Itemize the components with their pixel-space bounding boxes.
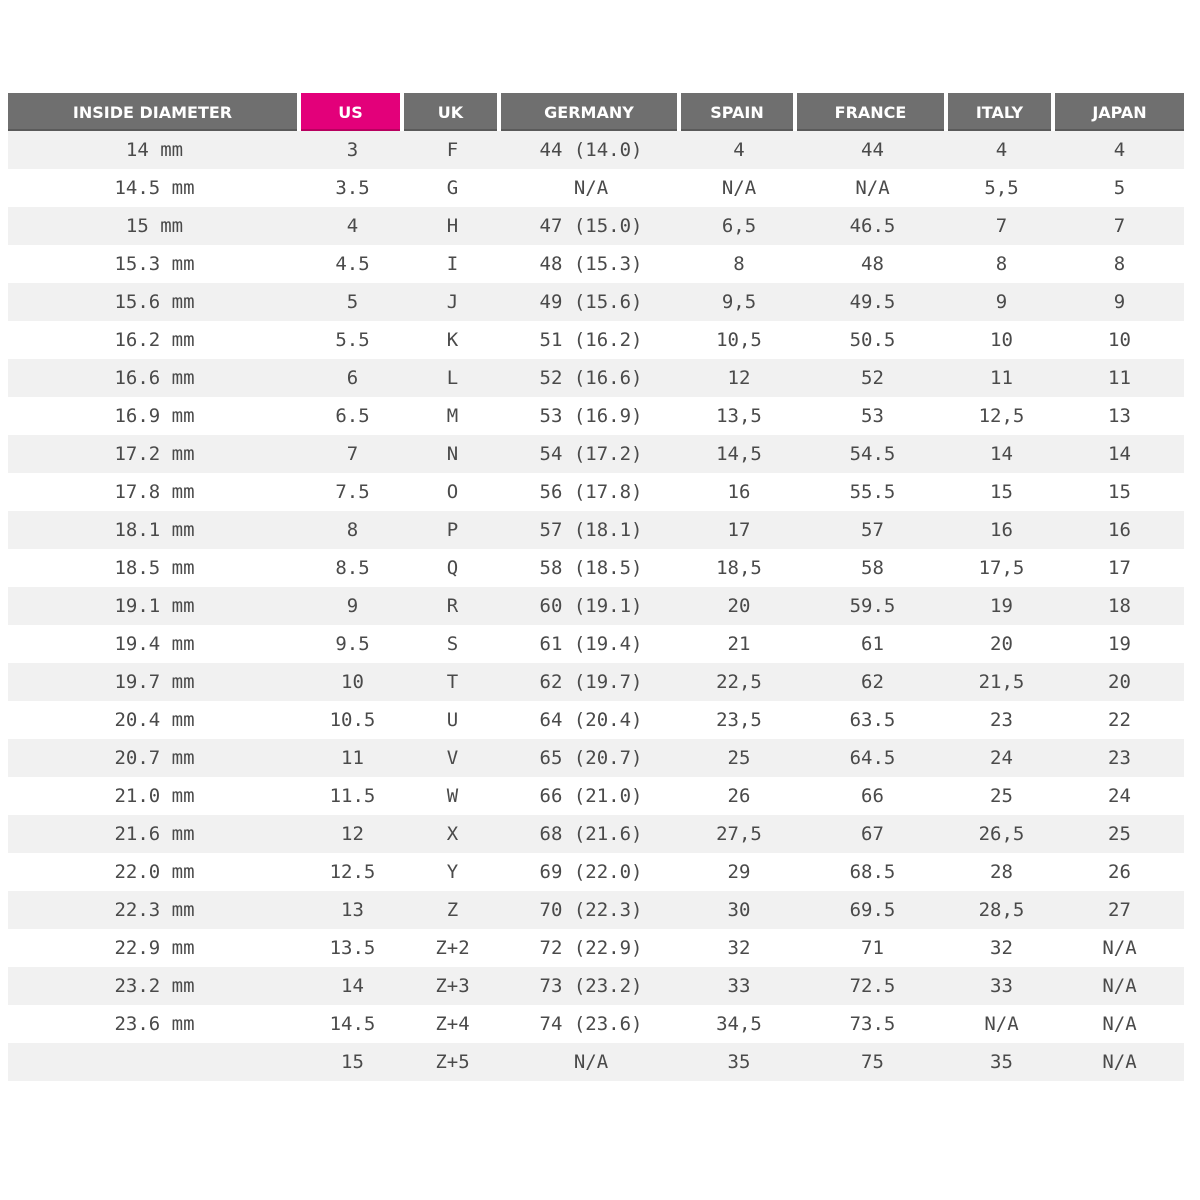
cell-france: 73.5 xyxy=(797,1005,948,1043)
header-spain: SPAIN xyxy=(681,93,797,131)
table-row xyxy=(8,473,1184,511)
cell-inside-diameter xyxy=(8,1043,301,1081)
table-row xyxy=(8,511,1184,549)
cell-italy: 7 xyxy=(948,207,1055,245)
cell-us: 13 xyxy=(301,891,404,929)
cell-japan: 20 xyxy=(1055,663,1184,701)
cell-france: 50.5 xyxy=(797,321,948,359)
table-row xyxy=(8,587,1184,625)
cell-italy: 19 xyxy=(948,587,1055,625)
cell-france: 62 xyxy=(797,663,948,701)
ring-size-table xyxy=(8,93,1184,1081)
cell-japan: N/A xyxy=(1055,1005,1184,1043)
cell-france: 48 xyxy=(797,245,948,283)
cell-italy: 15 xyxy=(948,473,1055,511)
cell-japan: 14 xyxy=(1055,435,1184,473)
cell-uk: Z+2 xyxy=(404,929,501,967)
cell-uk: M xyxy=(404,397,501,435)
cell-inside-diameter: 19.4 mm xyxy=(8,625,301,663)
cell-uk: Z+5 xyxy=(404,1043,501,1081)
cell-france: 64.5 xyxy=(797,739,948,777)
header-inside-diameter: INSIDE DIAMETER xyxy=(8,93,301,131)
cell-japan: 17 xyxy=(1055,549,1184,587)
cell-us: 8 xyxy=(301,511,404,549)
cell-japan: 19 xyxy=(1055,625,1184,663)
cell-france: 67 xyxy=(797,815,948,853)
cell-france: 46.5 xyxy=(797,207,948,245)
cell-us: 15 xyxy=(301,1043,404,1081)
cell-germany: 57 (18.1) xyxy=(501,511,681,549)
cell-spain: 29 xyxy=(681,853,797,891)
cell-italy: 11 xyxy=(948,359,1055,397)
cell-japan: N/A xyxy=(1055,967,1184,1005)
table-row xyxy=(8,549,1184,587)
cell-italy: 10 xyxy=(948,321,1055,359)
cell-japan: 23 xyxy=(1055,739,1184,777)
cell-us: 14 xyxy=(301,967,404,1005)
cell-spain: 27,5 xyxy=(681,815,797,853)
cell-uk: G xyxy=(404,169,501,207)
cell-germany: 54 (17.2) xyxy=(501,435,681,473)
cell-spain: 12 xyxy=(681,359,797,397)
cell-spain: 6,5 xyxy=(681,207,797,245)
cell-uk: I xyxy=(404,245,501,283)
cell-italy: 4 xyxy=(948,131,1055,169)
cell-us: 5.5 xyxy=(301,321,404,359)
cell-spain: 33 xyxy=(681,967,797,1005)
cell-us: 9.5 xyxy=(301,625,404,663)
cell-inside-diameter: 18.1 mm xyxy=(8,511,301,549)
table-row xyxy=(8,1043,1184,1081)
cell-japan: 24 xyxy=(1055,777,1184,815)
cell-uk: U xyxy=(404,701,501,739)
cell-spain: 34,5 xyxy=(681,1005,797,1043)
table-row xyxy=(8,207,1184,245)
table-row xyxy=(8,131,1184,169)
cell-italy: 25 xyxy=(948,777,1055,815)
cell-italy: 8 xyxy=(948,245,1055,283)
cell-germany: 68 (21.6) xyxy=(501,815,681,853)
table-row xyxy=(8,359,1184,397)
cell-france: 58 xyxy=(797,549,948,587)
cell-italy: 33 xyxy=(948,967,1055,1005)
table-row xyxy=(8,1005,1184,1043)
table-row xyxy=(8,245,1184,283)
table-row xyxy=(8,283,1184,321)
cell-france: 57 xyxy=(797,511,948,549)
cell-uk: F xyxy=(404,131,501,169)
cell-spain: 23,5 xyxy=(681,701,797,739)
cell-inside-diameter: 19.7 mm xyxy=(8,663,301,701)
cell-spain: 30 xyxy=(681,891,797,929)
cell-inside-diameter: 17.8 mm xyxy=(8,473,301,511)
cell-japan: 11 xyxy=(1055,359,1184,397)
cell-uk: H xyxy=(404,207,501,245)
cell-japan: 4 xyxy=(1055,131,1184,169)
cell-uk: X xyxy=(404,815,501,853)
cell-italy: 12,5 xyxy=(948,397,1055,435)
cell-italy: 14 xyxy=(948,435,1055,473)
cell-inside-diameter: 17.2 mm xyxy=(8,435,301,473)
cell-germany: 65 (20.7) xyxy=(501,739,681,777)
header-uk: UK xyxy=(404,93,501,131)
cell-spain: 8 xyxy=(681,245,797,283)
header-us: US xyxy=(301,93,404,131)
cell-germany: 47 (15.0) xyxy=(501,207,681,245)
table-row xyxy=(8,929,1184,967)
cell-japan: 26 xyxy=(1055,853,1184,891)
cell-uk: P xyxy=(404,511,501,549)
cell-france: 71 xyxy=(797,929,948,967)
cell-germany: 69 (22.0) xyxy=(501,853,681,891)
cell-germany: N/A xyxy=(501,1043,681,1081)
cell-us: 3 xyxy=(301,131,404,169)
cell-us: 4 xyxy=(301,207,404,245)
cell-germany: 72 (22.9) xyxy=(501,929,681,967)
cell-japan: 27 xyxy=(1055,891,1184,929)
cell-spain: 35 xyxy=(681,1043,797,1081)
cell-italy: 28 xyxy=(948,853,1055,891)
cell-uk: Z xyxy=(404,891,501,929)
cell-italy: 20 xyxy=(948,625,1055,663)
cell-uk: V xyxy=(404,739,501,777)
cell-uk: K xyxy=(404,321,501,359)
table-row xyxy=(8,739,1184,777)
cell-germany: 51 (16.2) xyxy=(501,321,681,359)
cell-germany: 62 (19.7) xyxy=(501,663,681,701)
cell-uk: T xyxy=(404,663,501,701)
cell-germany: 64 (20.4) xyxy=(501,701,681,739)
cell-italy: 23 xyxy=(948,701,1055,739)
cell-japan: 22 xyxy=(1055,701,1184,739)
cell-spain: 4 xyxy=(681,131,797,169)
cell-us: 13.5 xyxy=(301,929,404,967)
cell-inside-diameter: 23.2 mm xyxy=(8,967,301,1005)
table-body xyxy=(8,131,1184,1081)
cell-uk: S xyxy=(404,625,501,663)
cell-germany: 53 (16.9) xyxy=(501,397,681,435)
cell-uk: Z+3 xyxy=(404,967,501,1005)
cell-germany: 73 (23.2) xyxy=(501,967,681,1005)
cell-france: 72.5 xyxy=(797,967,948,1005)
cell-us: 10.5 xyxy=(301,701,404,739)
cell-us: 12 xyxy=(301,815,404,853)
cell-japan: 25 xyxy=(1055,815,1184,853)
cell-germany: 58 (18.5) xyxy=(501,549,681,587)
cell-uk: W xyxy=(404,777,501,815)
table-row xyxy=(8,891,1184,929)
cell-france: 54.5 xyxy=(797,435,948,473)
cell-uk: Y xyxy=(404,853,501,891)
cell-france: 66 xyxy=(797,777,948,815)
cell-germany: N/A xyxy=(501,169,681,207)
cell-japan: N/A xyxy=(1055,929,1184,967)
cell-spain: 26 xyxy=(681,777,797,815)
cell-italy: 9 xyxy=(948,283,1055,321)
cell-us: 3.5 xyxy=(301,169,404,207)
cell-us: 11 xyxy=(301,739,404,777)
cell-italy: 16 xyxy=(948,511,1055,549)
cell-us: 5 xyxy=(301,283,404,321)
table-row xyxy=(8,815,1184,853)
cell-italy: 32 xyxy=(948,929,1055,967)
header-france: FRANCE xyxy=(797,93,948,131)
cell-italy: 35 xyxy=(948,1043,1055,1081)
cell-us: 7.5 xyxy=(301,473,404,511)
cell-us: 8.5 xyxy=(301,549,404,587)
cell-france: 44 xyxy=(797,131,948,169)
cell-germany: 48 (15.3) xyxy=(501,245,681,283)
header-row xyxy=(8,93,1184,131)
cell-japan: 5 xyxy=(1055,169,1184,207)
cell-spain: 21 xyxy=(681,625,797,663)
cell-spain: 32 xyxy=(681,929,797,967)
cell-germany: 61 (19.4) xyxy=(501,625,681,663)
cell-spain: N/A xyxy=(681,169,797,207)
cell-uk: L xyxy=(404,359,501,397)
cell-inside-diameter: 23.6 mm xyxy=(8,1005,301,1043)
cell-spain: 14,5 xyxy=(681,435,797,473)
table-row xyxy=(8,625,1184,663)
cell-uk: Q xyxy=(404,549,501,587)
cell-japan: 15 xyxy=(1055,473,1184,511)
cell-france: 52 xyxy=(797,359,948,397)
cell-inside-diameter: 22.3 mm xyxy=(8,891,301,929)
cell-italy: N/A xyxy=(948,1005,1055,1043)
cell-france: N/A xyxy=(797,169,948,207)
cell-inside-diameter: 19.1 mm xyxy=(8,587,301,625)
cell-inside-diameter: 16.2 mm xyxy=(8,321,301,359)
cell-spain: 17 xyxy=(681,511,797,549)
cell-spain: 9,5 xyxy=(681,283,797,321)
cell-spain: 10,5 xyxy=(681,321,797,359)
cell-italy: 5,5 xyxy=(948,169,1055,207)
cell-france: 61 xyxy=(797,625,948,663)
cell-inside-diameter: 15.3 mm xyxy=(8,245,301,283)
cell-us: 4.5 xyxy=(301,245,404,283)
cell-inside-diameter: 21.6 mm xyxy=(8,815,301,853)
cell-germany: 66 (21.0) xyxy=(501,777,681,815)
cell-france: 59.5 xyxy=(797,587,948,625)
cell-inside-diameter: 22.0 mm xyxy=(8,853,301,891)
cell-italy: 17,5 xyxy=(948,549,1055,587)
cell-france: 69.5 xyxy=(797,891,948,929)
cell-italy: 21,5 xyxy=(948,663,1055,701)
cell-japan: 10 xyxy=(1055,321,1184,359)
table-row xyxy=(8,777,1184,815)
cell-france: 68.5 xyxy=(797,853,948,891)
cell-japan: 7 xyxy=(1055,207,1184,245)
table-row xyxy=(8,435,1184,473)
header-italy: ITALY xyxy=(948,93,1055,131)
table-row xyxy=(8,663,1184,701)
cell-germany: 52 (16.6) xyxy=(501,359,681,397)
cell-japan: 16 xyxy=(1055,511,1184,549)
cell-japan: 13 xyxy=(1055,397,1184,435)
cell-germany: 56 (17.8) xyxy=(501,473,681,511)
cell-spain: 18,5 xyxy=(681,549,797,587)
cell-inside-diameter: 15.6 mm xyxy=(8,283,301,321)
table-header xyxy=(8,93,1184,131)
cell-inside-diameter: 16.6 mm xyxy=(8,359,301,397)
cell-inside-diameter: 20.4 mm xyxy=(8,701,301,739)
cell-germany: 44 (14.0) xyxy=(501,131,681,169)
cell-us: 11.5 xyxy=(301,777,404,815)
table-row xyxy=(8,701,1184,739)
cell-france: 63.5 xyxy=(797,701,948,739)
header-germany: GERMANY xyxy=(501,93,681,131)
cell-italy: 28,5 xyxy=(948,891,1055,929)
table-row xyxy=(8,397,1184,435)
cell-us: 10 xyxy=(301,663,404,701)
cell-uk: O xyxy=(404,473,501,511)
table-row xyxy=(8,169,1184,207)
cell-spain: 16 xyxy=(681,473,797,511)
table-row xyxy=(8,967,1184,1005)
cell-france: 49.5 xyxy=(797,283,948,321)
cell-inside-diameter: 21.0 mm xyxy=(8,777,301,815)
cell-inside-diameter: 18.5 mm xyxy=(8,549,301,587)
cell-japan: 8 xyxy=(1055,245,1184,283)
cell-inside-diameter: 15 mm xyxy=(8,207,301,245)
cell-japan: N/A xyxy=(1055,1043,1184,1081)
cell-italy: 24 xyxy=(948,739,1055,777)
cell-inside-diameter: 16.9 mm xyxy=(8,397,301,435)
table-row xyxy=(8,321,1184,359)
cell-spain: 13,5 xyxy=(681,397,797,435)
cell-inside-diameter: 22.9 mm xyxy=(8,929,301,967)
cell-us: 7 xyxy=(301,435,404,473)
cell-uk: R xyxy=(404,587,501,625)
cell-us: 6.5 xyxy=(301,397,404,435)
cell-germany: 49 (15.6) xyxy=(501,283,681,321)
cell-us: 12.5 xyxy=(301,853,404,891)
table-row xyxy=(8,853,1184,891)
cell-spain: 20 xyxy=(681,587,797,625)
cell-uk: J xyxy=(404,283,501,321)
cell-germany: 74 (23.6) xyxy=(501,1005,681,1043)
cell-germany: 60 (19.1) xyxy=(501,587,681,625)
cell-us: 6 xyxy=(301,359,404,397)
cell-france: 53 xyxy=(797,397,948,435)
cell-italy: 26,5 xyxy=(948,815,1055,853)
cell-inside-diameter: 14.5 mm xyxy=(8,169,301,207)
cell-uk: N xyxy=(404,435,501,473)
cell-germany: 70 (22.3) xyxy=(501,891,681,929)
header-japan: JAPAN xyxy=(1055,93,1184,131)
cell-france: 55.5 xyxy=(797,473,948,511)
cell-japan: 18 xyxy=(1055,587,1184,625)
cell-spain: 25 xyxy=(681,739,797,777)
cell-france: 75 xyxy=(797,1043,948,1081)
cell-japan: 9 xyxy=(1055,283,1184,321)
cell-spain: 22,5 xyxy=(681,663,797,701)
cell-us: 9 xyxy=(301,587,404,625)
cell-inside-diameter: 14 mm xyxy=(8,131,301,169)
cell-uk: Z+4 xyxy=(404,1005,501,1043)
cell-inside-diameter: 20.7 mm xyxy=(8,739,301,777)
cell-us: 14.5 xyxy=(301,1005,404,1043)
